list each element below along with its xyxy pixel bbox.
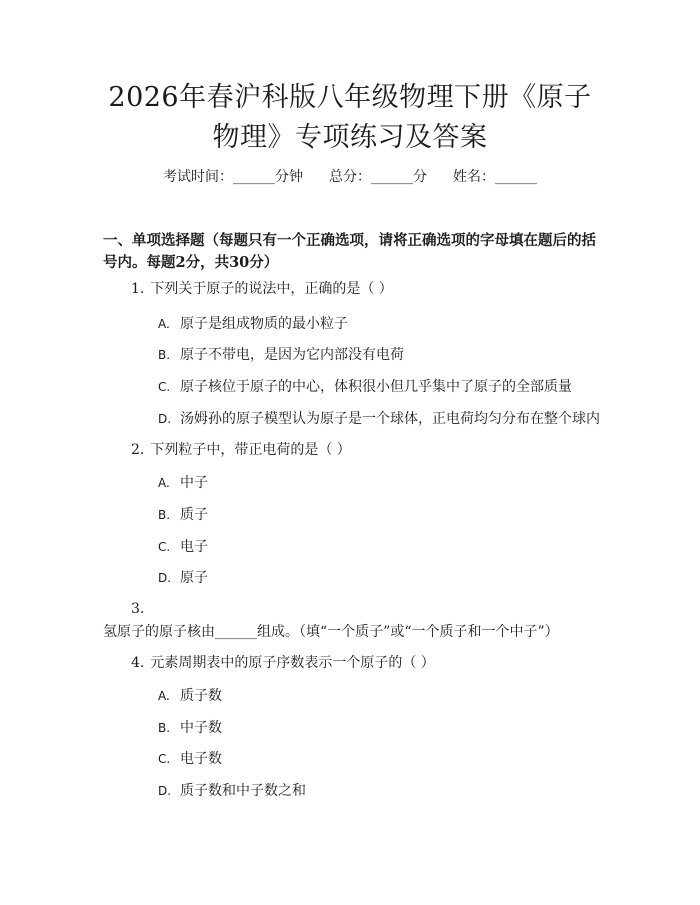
exam-info-line	[0, 166, 700, 188]
option-1-c	[158, 376, 598, 398]
option-text: 电子	[180, 539, 208, 555]
exam-time-field: 考试时间：______分钟	[163, 169, 303, 185]
total-score-field: 总分：______分	[329, 169, 427, 185]
option-2-b	[158, 504, 598, 526]
option-text: 质子数和中子数之和	[180, 783, 306, 799]
question-2	[131, 439, 601, 461]
option-4-b	[158, 717, 598, 739]
option-letter: C.	[158, 380, 171, 394]
option-1-b	[158, 344, 598, 366]
option-2-c	[158, 536, 598, 558]
option-letter: D.	[158, 412, 172, 426]
option-2-d	[158, 567, 598, 589]
student-name-field: 姓名：______	[453, 169, 537, 185]
option-4-d	[158, 780, 598, 802]
option-4-c	[158, 748, 598, 770]
question-1	[131, 278, 601, 300]
option-letter: A.	[158, 689, 170, 703]
option-text: 中子	[180, 475, 208, 491]
option-text: 电子数	[180, 751, 222, 767]
option-text: 中子数	[180, 720, 222, 736]
option-letter: C.	[158, 540, 171, 554]
question-number: 4.	[131, 655, 145, 671]
option-letter: D.	[158, 784, 172, 798]
question-3	[103, 598, 600, 644]
question-text: 元素周期表中的原子序数表示一个原子的（ ）	[150, 655, 435, 671]
option-letter: D.	[158, 571, 172, 585]
option-letter: B.	[158, 508, 171, 522]
option-1-a	[158, 313, 598, 335]
question-number: 1.	[131, 281, 145, 297]
question-text: 氢原子的原子核由______组成。（填“一个质子”或“一个质子和一个中子”）	[103, 624, 559, 640]
question-4	[131, 652, 601, 674]
option-2-a	[158, 472, 598, 494]
option-text: 质子	[180, 507, 208, 523]
question-number: 2.	[131, 442, 145, 458]
option-text: 原子不带电，是因为它内部没有电荷	[180, 347, 404, 363]
option-text: 原子核位于原子的中心，体积很小但几乎集中了原子的全部质量	[180, 379, 572, 395]
option-text: 原子是组成物质的最小粒子	[180, 316, 348, 332]
question-text: 下列关于原子的说法中，正确的是（ ）	[150, 281, 393, 297]
question-text: 下列粒子中，带正电荷的是（ ）	[150, 442, 351, 458]
option-letter: C.	[158, 752, 171, 766]
option-4-a	[158, 685, 598, 707]
option-text: 汤姆孙的原子模型认为原子是一个球体，正电荷均匀分布在整个球内	[180, 411, 600, 427]
option-text: 原子	[180, 570, 208, 586]
option-letter: B.	[158, 348, 171, 362]
option-text: 质子数	[180, 688, 222, 704]
option-1-d	[158, 408, 598, 430]
document-title: 2026年春沪科版八年级物理下册《原子物理》专项练习及答案	[108, 82, 592, 153]
option-letter: A.	[158, 317, 170, 331]
section-heading-single-choice: 一、单项选择题（每题只有一个正确选项，请将正确选项的字母填在题后的括号内。每题2分，共30分）	[103, 232, 596, 271]
question-number: 3.	[131, 601, 145, 617]
option-letter: A.	[158, 476, 170, 490]
option-letter: B.	[158, 721, 171, 735]
